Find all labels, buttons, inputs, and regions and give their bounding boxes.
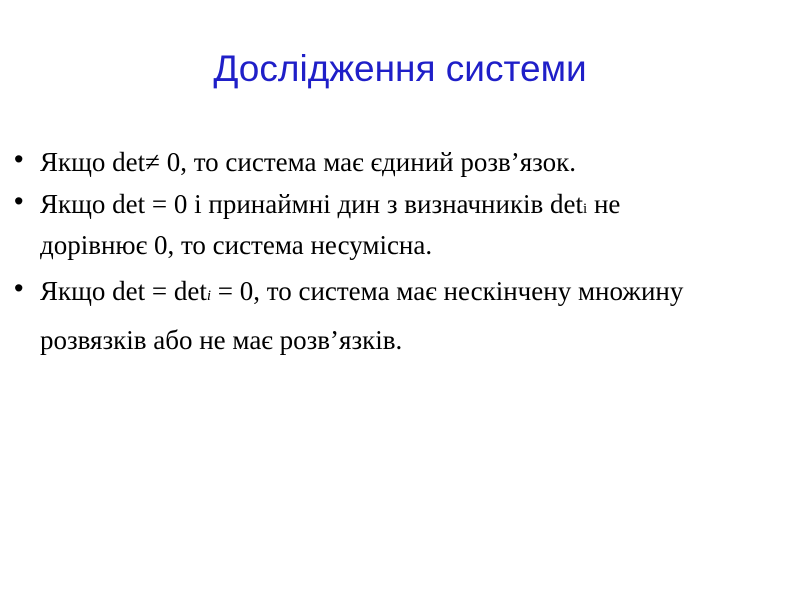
bullet-list [12, 144, 782, 368]
bullet-line [40, 269, 782, 318]
bullet-dot-icon: • [14, 144, 24, 174]
bullet-text: Якщо det = 0 і принаймні дин з визначників det [40, 189, 584, 219]
bullet-line [40, 186, 782, 227]
bullet-text: Якщо det = det [40, 276, 207, 306]
slide-title: Дослідження системи [213, 48, 587, 89]
bullet-line [40, 227, 782, 263]
bullet-item-infinite-solutions [12, 269, 782, 362]
bullet-dot-icon: • [14, 186, 24, 216]
bullet-line [40, 318, 782, 362]
bullet-text: не [587, 189, 621, 219]
bullet-text: = 0, то система має нескінчену множину [211, 276, 684, 306]
bullet-text: Якщо det≠ 0, то система має єдиний розв’язок. [40, 147, 577, 177]
bullet-item-unique-solution [12, 144, 782, 180]
subscript-index: i [583, 201, 588, 217]
bullet-text: дорівнює 0, то система несумісна. [40, 230, 433, 260]
bullet-item-inconsistent [12, 186, 782, 263]
subscript-index: i [206, 288, 212, 304]
bullet-dot-icon: • [14, 273, 24, 303]
bullet-line [40, 144, 782, 180]
bullet-text: розвязків або не має розв’язків. [40, 325, 403, 355]
